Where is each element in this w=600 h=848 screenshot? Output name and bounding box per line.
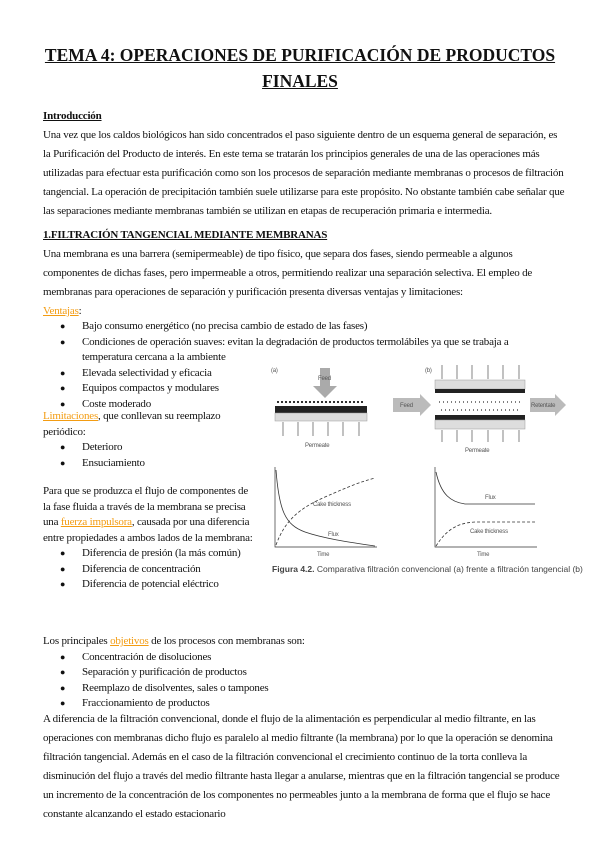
cake-label-a: Cake thickness bbox=[313, 502, 351, 508]
list-item: ● Ensuciamiento bbox=[43, 456, 255, 472]
label-b: (b) bbox=[425, 368, 432, 374]
list-item: ● Elevada selectividad y eficacia bbox=[43, 366, 543, 382]
list-item: ● Diferencia de presión (la más común) bbox=[43, 546, 255, 562]
limitaciones-text: , que conllevan su reemplazo periódico: bbox=[43, 410, 221, 438]
limitaciones-list bbox=[43, 440, 255, 471]
cake-label-b: Cake thickness bbox=[470, 529, 508, 535]
list-item: ● Condiciones de operación suaves: evitan la degradación de productos termolábiles ya que se trabaja a temperatura cercana a la ambiente bbox=[43, 335, 543, 366]
list-item: ● Equipos compactos y modulares bbox=[43, 381, 543, 397]
membrane-a bbox=[275, 406, 367, 413]
permeate-label-b: Permeate bbox=[465, 448, 490, 454]
figure-caption bbox=[272, 564, 583, 574]
list-item: ● Diferencia de potencial eléctrico bbox=[43, 577, 255, 593]
intro-section bbox=[43, 107, 565, 221]
fuerza-impulsora-label: fuerza impulsora bbox=[60, 516, 132, 528]
fuerza-text: Para que se produzca el flujo de componentes de la fase fluida a través de la membrana se precisa una bbox=[43, 485, 249, 528]
time-label-a: Time bbox=[317, 552, 330, 558]
caption-text: Comparativa filtración convencional (a) frente a filtración tangencial (b) bbox=[314, 564, 583, 574]
limitaciones-section bbox=[43, 409, 255, 471]
list-item: ● Deterioro bbox=[43, 440, 255, 456]
intro-heading: Introducción bbox=[43, 110, 102, 122]
objetivos-list bbox=[43, 650, 565, 712]
diferencias-list bbox=[43, 546, 255, 593]
graph-b-axes bbox=[435, 467, 537, 547]
page-title: TEMA 4: OPERACIONES DE PURIFICACIÓN DE PRODUCTOS FINALES bbox=[44, 45, 556, 91]
label-a: (a) bbox=[271, 368, 278, 374]
section-1-heading: 1.FILTRACIÓN TANGENCIAL MEDIANTE MEMBRANAS bbox=[43, 229, 328, 241]
ventajas-label: Ventajas bbox=[43, 305, 79, 317]
limitaciones-label: Limitaciones bbox=[43, 410, 99, 422]
membrane-b-top bbox=[435, 389, 525, 393]
final-paragraph: A diferencia de la filtración convencional, donde el flujo de la alimentación es perpendicular al medio filtrante, en las operaciones con membranas dicho flujo es paralelo al medio filtrante (la membrana) por lo que la operación se denomina filtración tangencial. Además en el caso de la filtración convencional el crecimiento continuo de la torta conlleva la disminución del flujo a través del medio filtrante hasta llegar a anularse, mientras que en la filtración tangencial se produce un incremento de la concentración de los componentes no permeables junto a la membrana de forma que el flujo se hace constante alcanzando el estado estacionario bbox=[43, 713, 560, 820]
list-item: ● Reemplazo de disolventes, sales o tampones bbox=[43, 681, 565, 697]
list-item: ● Diferencia de concentración bbox=[43, 562, 255, 578]
fuerza-text-end: , causada por una diferencia entre propiedades a ambos lados de la membrana: bbox=[43, 516, 253, 544]
objetivos-text: Los principales bbox=[43, 635, 111, 647]
flux-label-a: Flux bbox=[328, 532, 339, 538]
feed-label-b: Feed bbox=[400, 403, 413, 409]
list-item: ● Bajo consumo energético (no precisa cambio de estado de las fases) bbox=[43, 319, 543, 335]
intro-paragraph: Una vez que los caldos biológicos han sido concentrados el paso siguiente dentro de un esquema general de separación, es la Purificación del Producto de interés. En este tema se tratarán los principios generales de una de las operaciones más utilizadas para efectuar esta purificación como son los procesos de separación mediante membranas o procesos de filtración tangencial. La operación de precipitación también suele utilizarse para este propósito. No obstante también cabe señalar que las separaciones mediante membranas también se utilizan en etapas de recuperación primaria e intermedia. bbox=[43, 129, 565, 217]
fuerza-section bbox=[43, 484, 255, 593]
section-1-paragraph: Una membrana es una barrera (semipermeable) de tipo físico, que separa dos fases, siendo permeable a algunos componentes de dichas fases, pero impermeable a otros, permitiendo realizar una separación selectiva. El empleo de membranas para operaciones de separación y purificación presenta diversas ventajas y limitaciones: bbox=[43, 248, 533, 298]
objetivos-label: objetivos bbox=[110, 635, 149, 647]
list-item: ● Separación y purificación de productos bbox=[43, 665, 565, 681]
objetivos-text-end: de los procesos con membranas son: bbox=[148, 635, 305, 647]
objetivos-section bbox=[43, 634, 565, 712]
list-item: ● Coste moderado bbox=[43, 397, 543, 413]
list-item: ● Concentración de disoluciones bbox=[43, 650, 565, 666]
caption-number: Figura 4.2. bbox=[272, 564, 315, 574]
filtration-figure bbox=[265, 360, 600, 560]
time-label-b: Time bbox=[477, 552, 490, 558]
section-1: 1.FILTRACIÓN TANGENCIAL MEDIANTE MEMBRANAS Una membrana es una barrera (semipermeable) de tipo físico, que separa dos fases, siendo permeable a algunos componentes de dichas fases, pero impermeable a otros, permitiendo realizar una separación selectiva. El empleo de membranas para operaciones de separación y purificación presenta diversas ventajas y limitaciones: Ventajas: bbox=[43, 226, 565, 321]
permeate-label-a: Permeate bbox=[305, 443, 330, 449]
flux-label-b: Flux bbox=[485, 495, 496, 501]
feed-label-a: Feed bbox=[318, 376, 331, 382]
retentate-label: Retentate bbox=[531, 403, 556, 409]
list-item: ● Fraccionamiento de productos bbox=[43, 696, 565, 712]
